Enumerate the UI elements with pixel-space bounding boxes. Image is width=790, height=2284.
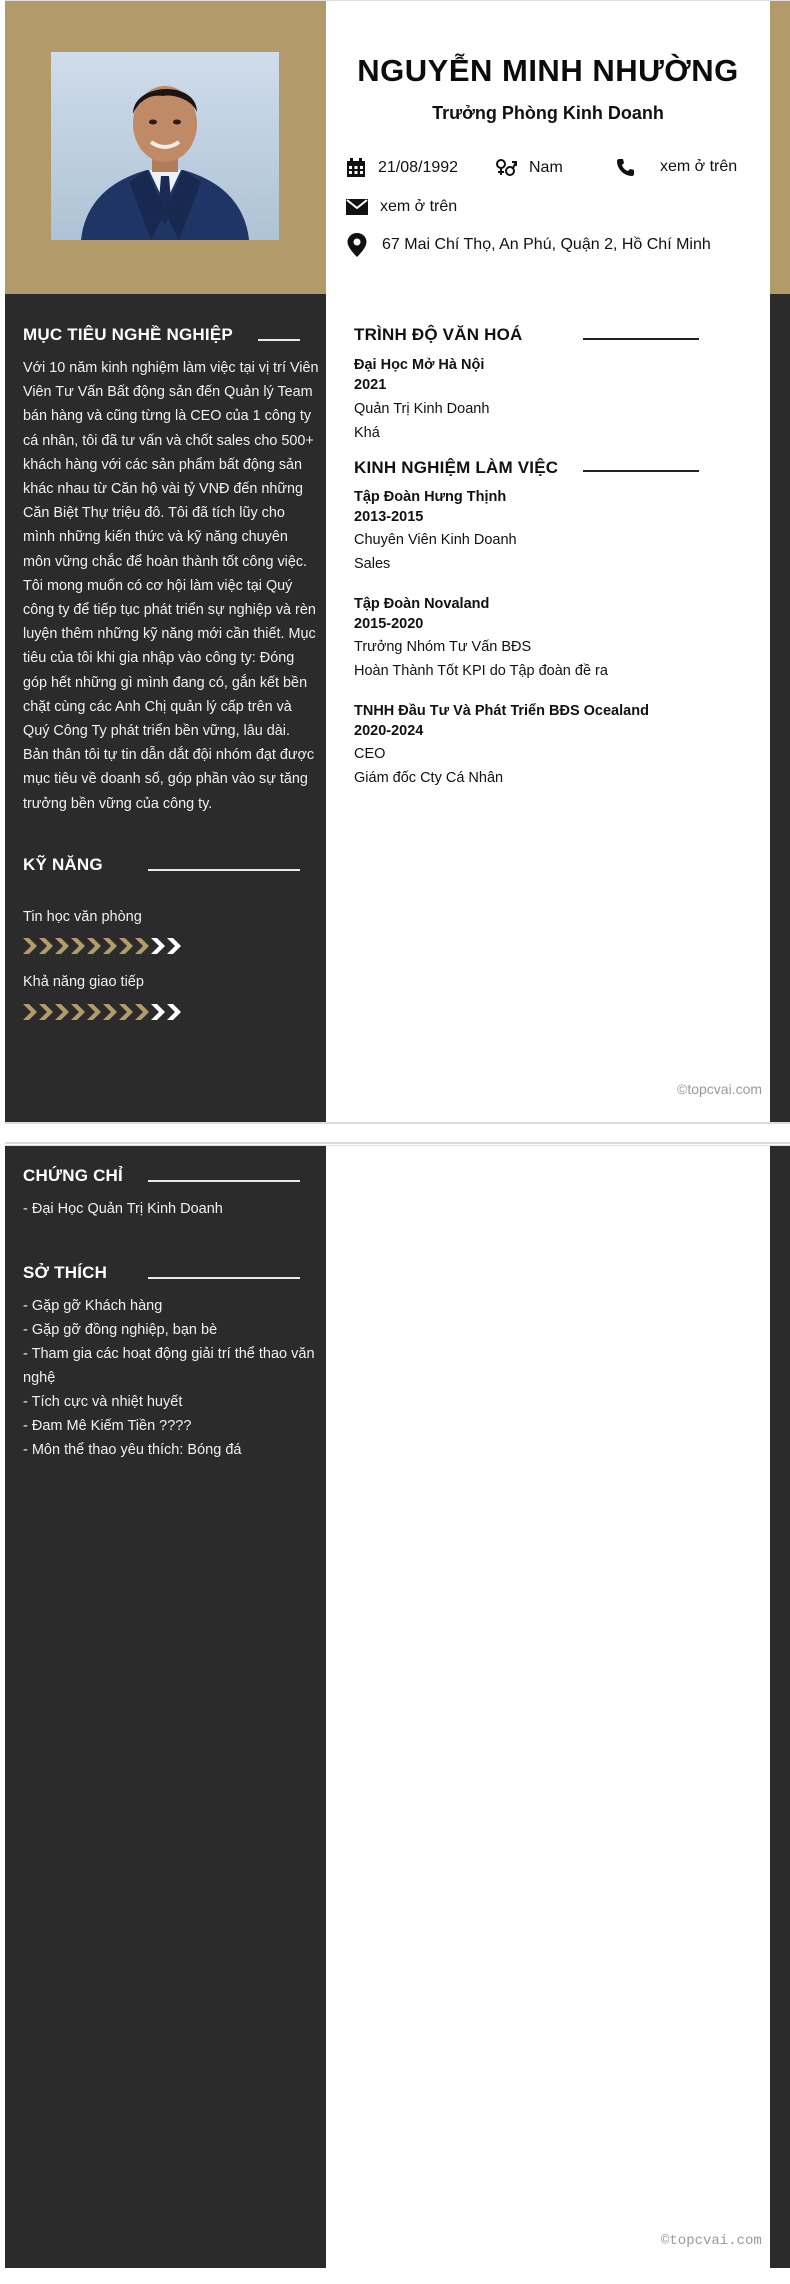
experience-description: Sales bbox=[354, 556, 391, 572]
skill-chevron-filled bbox=[71, 1004, 85, 1020]
hobby-item: - Gặp gỡ đồng nghiệp, bạn bè bbox=[23, 1322, 218, 1338]
page-separator-line bbox=[5, 1142, 790, 1144]
skill-chevron-empty bbox=[167, 1004, 181, 1020]
email-info bbox=[346, 198, 457, 216]
profile-photo bbox=[51, 52, 279, 240]
cv-page-2 bbox=[5, 1145, 790, 2268]
avatar bbox=[51, 52, 279, 240]
skills-heading: KỸ NĂNG bbox=[23, 855, 103, 874]
skill-chevron-filled bbox=[71, 938, 85, 954]
skill-name: Tin học văn phòng bbox=[23, 909, 142, 925]
skill-chevron-empty bbox=[151, 1004, 165, 1020]
skill-chevron-filled bbox=[119, 938, 133, 954]
skill-chevron-filled bbox=[87, 1004, 101, 1020]
address-value: 67 Mai Chí Thọ, An Phú, Quận 2, Hồ Chí Minh bbox=[382, 236, 711, 253]
experience-period: 2020-2024 bbox=[354, 723, 424, 739]
skill-chevron-filled bbox=[103, 1004, 117, 1020]
cv-page-1 bbox=[5, 0, 790, 1123]
right-dark-strip bbox=[770, 294, 790, 1123]
skill-chevron-filled bbox=[39, 938, 53, 954]
hobbies-heading: SỞ THÍCH bbox=[23, 1263, 108, 1282]
watermark: ©topcvai.com bbox=[661, 2233, 762, 2249]
phone-info bbox=[616, 158, 737, 176]
education-rule bbox=[583, 338, 699, 340]
hobby-item: - Đam Mê Kiếm Tiền ???? bbox=[23, 1418, 192, 1434]
birthday-info bbox=[346, 158, 458, 178]
experience-position: Trưởng Nhóm Tư Vấn BĐS bbox=[354, 639, 532, 655]
job-title: Trưởng Phòng Kinh Doanh bbox=[432, 103, 664, 123]
birthday-value: 21/08/1992 bbox=[378, 159, 459, 176]
gender-info bbox=[495, 158, 563, 178]
experience-position: Chuyên Viên Kinh Doanh bbox=[354, 532, 517, 548]
skills-rule bbox=[148, 869, 300, 871]
certificates-rule bbox=[148, 1180, 300, 1182]
skill-chevron-filled bbox=[55, 938, 69, 954]
right-dark-strip bbox=[770, 1146, 790, 2268]
phone-value: xem ở trên bbox=[660, 158, 738, 175]
calendar-icon bbox=[346, 158, 366, 178]
email-icon bbox=[346, 199, 368, 215]
experience-company: TNHH Đầu Tư Và Phát Triển BĐS Ocealand bbox=[354, 703, 649, 719]
objective-rule bbox=[258, 339, 300, 341]
skill-chevron-filled bbox=[23, 1004, 37, 1020]
hobbies-rule bbox=[148, 1277, 300, 1279]
experience-heading: KINH NGHIỆM LÀM VIỆC bbox=[354, 458, 559, 477]
hobby-item: - Môn thể thao yêu thích: Bóng đá bbox=[23, 1442, 242, 1458]
objective-heading: MỤC TIÊU NGHỀ NGHIỆP bbox=[23, 325, 233, 344]
location-pin-icon bbox=[347, 233, 367, 257]
watermark: ©topcvai.com bbox=[677, 1081, 763, 1097]
skill-rating bbox=[23, 1004, 183, 1022]
skill-chevron-filled bbox=[55, 1004, 69, 1020]
experience-rule bbox=[583, 470, 699, 472]
page-separator-line bbox=[5, 1122, 790, 1124]
skill-chevron-filled bbox=[23, 938, 37, 954]
experience-position: CEO bbox=[354, 746, 386, 762]
education-year: 2021 bbox=[354, 377, 387, 393]
experience-period: 2013-2015 bbox=[354, 509, 424, 525]
experience-period: 2015-2020 bbox=[354, 616, 424, 632]
header-gold-strip bbox=[770, 1, 790, 294]
experience-company: Tập Đoàn Novaland bbox=[354, 596, 490, 612]
skill-chevron-empty bbox=[167, 938, 181, 954]
skill-chevron-filled bbox=[135, 938, 149, 954]
email-value: xem ở trên bbox=[380, 198, 458, 215]
experience-description: Giám đốc Cty Cá Nhân bbox=[354, 770, 504, 786]
skill-chevron-filled bbox=[39, 1004, 53, 1020]
skill-chevron-filled bbox=[135, 1004, 149, 1020]
skill-chevron-filled bbox=[87, 938, 101, 954]
hobby-item: - Tích cực và nhiệt huyết bbox=[23, 1394, 183, 1410]
skill-chevron-filled bbox=[119, 1004, 133, 1020]
education-grade: Khá bbox=[354, 425, 380, 441]
gender-value: Nam bbox=[529, 159, 563, 176]
education-heading: TRÌNH ĐỘ VĂN HOÁ bbox=[354, 325, 523, 344]
candidate-name: NGUYỄN MINH NHƯỜNG bbox=[357, 53, 739, 88]
certificate-item: - Đại Học Quản Trị Kinh Doanh bbox=[23, 1201, 223, 1217]
skill-name: Khả năng giao tiếp bbox=[23, 974, 144, 990]
certificates-heading: CHỨNG CHỈ bbox=[23, 1166, 123, 1185]
objective-text: Với 10 năm kinh nghiệm làm việc tại vị trí Viên Viên Tư Vấn Bất động sản đến Quản lý Team bán hàng và cũng từng là CEO của 1 công ty cá nhân, tôi đã tư vấn và chốt sales cho 500+ khách hàng với các sản phẩm bất động sản khác nhau từ Căn hộ vài tỷ VNĐ đến những Căn Biệt Thự triệu đô. Tôi đã tích lũy cho mình những kiến thức và kỹ năng chuyên môn vững chắc để hoàn thành tốt công việc. Tôi mong muốn có cơ hội làm việc tại Quý công ty để tiếp tục phát triển sự nghiệp và rèn luyện thêm những kỹ năng mới cần thiết. Mục tiêu của tôi khi gia nhập vào công ty: Đóng góp hết những gì mình đang có, gắn kết bền chặt cùng các Anh Chị quản lý cấp trên và Quý Công Ty phát triển bền vững, lâu dài. Bản thân tôi tự tin dẫn dắt đội nhóm đạt được mục tiêu về doanh số, góp phần vào sự tăng trưởng bền vững của công ty. bbox=[23, 360, 319, 812]
education-major: Quản Trị Kinh Doanh bbox=[354, 401, 490, 417]
skill-chevron-empty bbox=[151, 938, 165, 954]
skill-chevron-filled bbox=[103, 938, 117, 954]
gender-icon bbox=[495, 158, 517, 178]
phone-icon bbox=[616, 158, 634, 176]
experience-company: Tập Đoàn Hưng Thịnh bbox=[354, 489, 507, 505]
skill-rating bbox=[23, 938, 183, 956]
address-info bbox=[347, 233, 711, 257]
education-school: Đại Học Mở Hà Nội bbox=[354, 357, 485, 373]
hobby-item: - Tham gia các hoạt động giải trí thể thao văn nghệ bbox=[23, 1346, 315, 1386]
experience-description: Hoàn Thành Tốt KPI do Tập đoàn đề ra bbox=[354, 663, 608, 679]
hobby-item: - Gặp gỡ Khách hàng bbox=[23, 1298, 163, 1314]
